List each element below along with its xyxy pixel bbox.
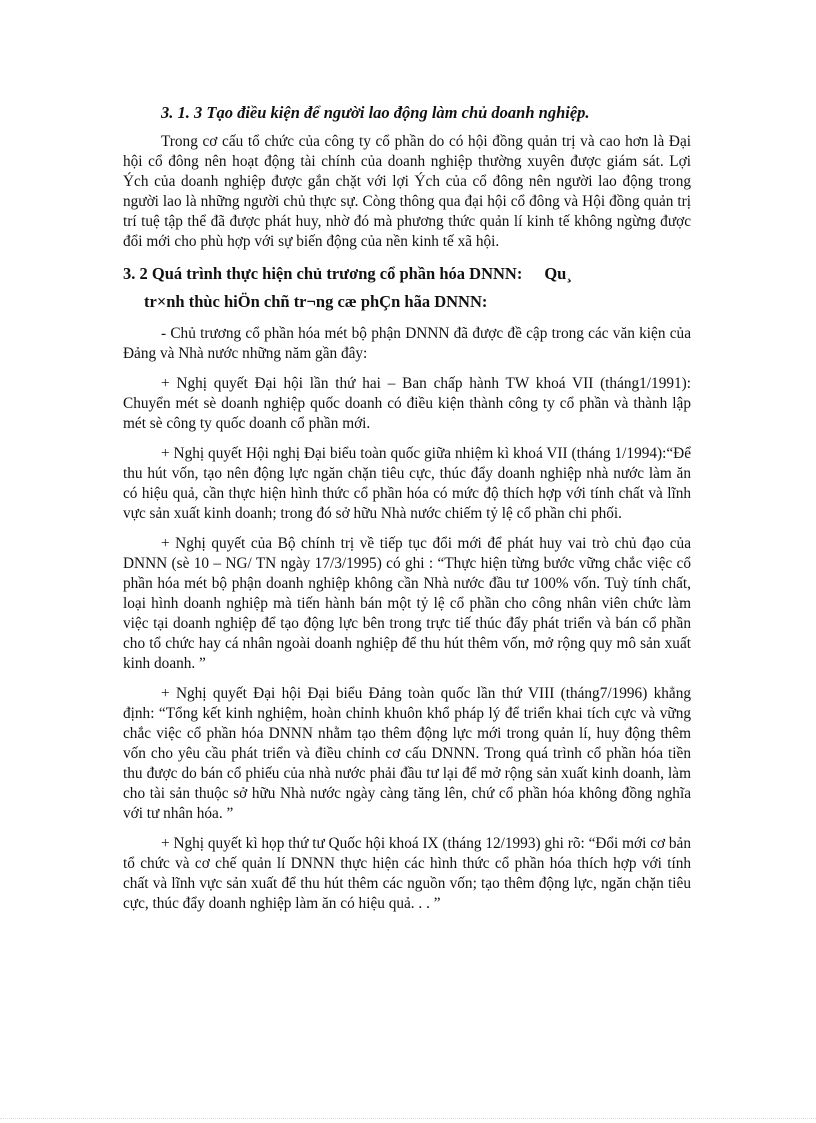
- paragraph-resolution-1996: + Nghị quyết Đại hội Đại biểu Đảng toàn quốc lần thứ VIII (tháng7/1996) khẳng định: “Tổng kết kinh nghiệm, hoàn chỉnh khuôn khổ pháp lý để triển khai tích cực và vững chắc việc cổ phần hóa DNNN nhằm tạo thêm động lực mới trong quản lí, huy động thêm vốn cho yêu cầu phát triển và điều chỉnh cơ cấu DNNN. Trong quá trình cổ phần hóa tiền thu được do bán cổ phiếu của nhà nước phải đầu tư lại để mở rộng sản xuất kinh doanh, làm cho tài sản thuộc sở hữu Nhà nước ngày càng tăng lên, chứ cổ phần hóa không đồng nghĩa với tư nhân hóa. ”: [123, 685, 691, 822]
- section-32-heading: [123, 260, 691, 316]
- page-bottom-divider: [0, 1118, 816, 1119]
- paragraph-resolution-1993: + Nghị quyết kì họp thứ tư Quốc hội khoá IX (tháng 12/1993) ghi rõ: “Đổi mới cơ bản tổ chức và cơ chế quản lí DNNN thực hiện các hình thức cổ phần hóa thích hợp với tính chất và lĩnh vực sản xuất để thu hút thêm các nguồn vốn; tạo thêm động lực, ngăn chặn tiêu cực, thúc đẩy doanh nghiệp làm ăn có hiệu quả. . . ”: [123, 835, 691, 912]
- paragraph-resolution-1994: + Nghị quyết Hội nghị Đại biểu toàn quốc giữa nhiệm kì khoá VII (tháng 1/1994):“Để thu hút vốn, tạo nên động lực ngăn chặn tiêu cực, thúc đẩy doanh nghiệp nhà nước làm ăn có hiệu quả, cần thực hiện hình thức cổ phần hóa có mức độ thích hợp với tính chất và lĩnh vực sản xuất kinh doanh; trong đó sở hữu Nhà nước chiếm tỷ lệ cổ phần chi phối.: [123, 445, 691, 522]
- section-32-heading-line2: tr×nh thùc hiÖn chñ tr¬ng cæ phÇn hãa DNNN:: [144, 292, 488, 311]
- section-313-heading: 3. 1. 3 Tạo điều kiện để người lao động làm chủ doanh nghiệp.: [161, 103, 590, 122]
- section-313-paragraph: Trong cơ cấu tổ chức của công ty cổ phần do có hội đồng quản trị và cao hơn là Đại hội cổ đông nên hoạt động tài chính của doanh nghiệp thường xuyên được giám sát. Lợi Ých của doanh nghiệp được gắn chặt với lợi Ých của cổ đông nên người lao động trong người lao là những người chủ thực sự. Còng thông qua đại hội cổ đông và Hội đồng quản trị trí tuệ tập thể đã được phát huy, nhờ đó mà phương thức quản lí kinh tế không ngừng được đổi mới cho phù hợp với sự biến động của nền kinh tế xã hội.: [123, 133, 691, 250]
- paragraph-resolution-1991: + Nghị quyết Đại hội lần thứ hai – Ban chấp hành TW khoá VII (tháng1/1991): Chuyển mét sè doanh nghiệp quốc doanh có điều kiện thành công ty cổ phần và thành lập mét sè công ty quốc doanh cổ phần mới.: [123, 375, 691, 432]
- page-content: [123, 102, 691, 914]
- section-32-heading-line1: 3. 2 Quá trình thực hiện chủ trương cổ phần hóa DNNN:: [123, 264, 523, 283]
- section-32-heading-tail: Qu¸: [544, 264, 572, 283]
- paragraph-resolution-1995: + Nghị quyết của Bộ chính trị về tiếp tục đổi mới để phát huy vai trò chủ đạo của DNNN (sè 10 – NG/ TN ngày 17/3/1995) có ghi : “Thực hiện từng bước vững chắc việc cổ phần hóa mét bộ phận doanh nghiệp không cần Nhà nước đầu tư 100% vốn. Tuỳ tính chất, loại hình doanh nghiệp mà tiến hành bán một tỷ lệ cổ phần cho công nhân viên chức làm việc tại doanh nghiệp để tạo động lực bên trong trực tiế thúc đẩy phát triển và bán cổ phần cho tổ chức hay cá nhân ngoài doanh nghiệp để thu hút thêm vốn, mở rộng quy mô sản xuất kinh doanh. ”: [123, 535, 691, 672]
- paragraph-intro: - Chủ trương cổ phần hóa mét bộ phận DNNN đã được đề cập trong các văn kiện của Đảng và Nhà nước những năm gần đây:: [123, 325, 691, 362]
